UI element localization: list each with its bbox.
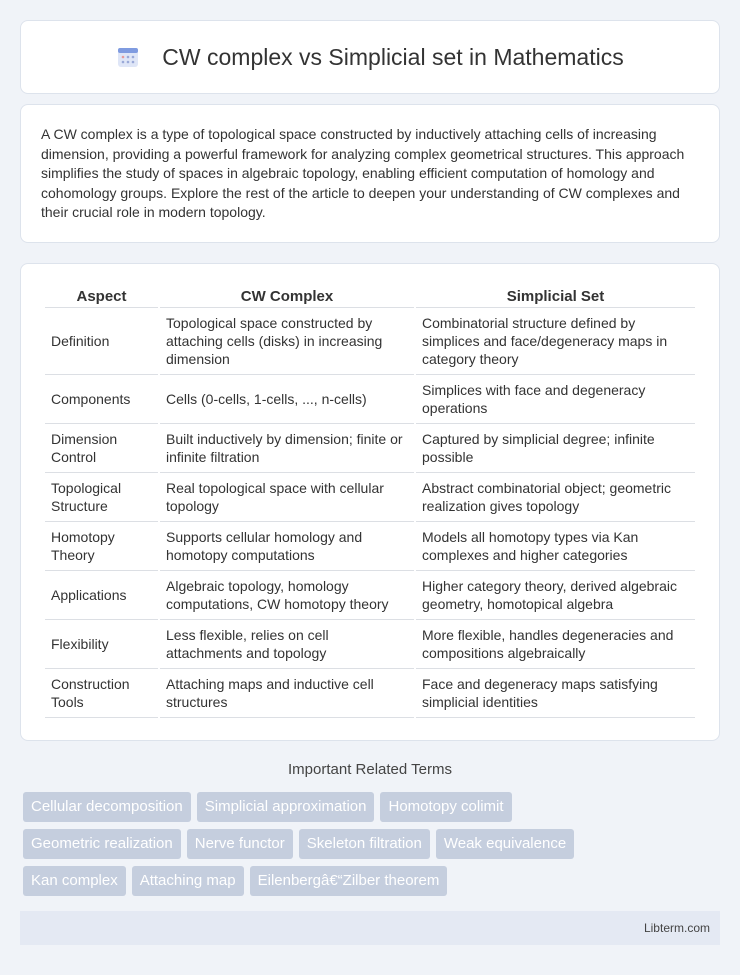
- comparison-card: [20, 263, 720, 741]
- row-cw-complex: Topological space constructed by attaching cells (disks) in increasing dimension: [160, 308, 414, 375]
- row-aspect: Homotopy Theory: [45, 522, 158, 571]
- tag-row: [23, 792, 723, 822]
- row-cw-complex: Less flexible, relies on cell attachments and topology: [160, 620, 414, 669]
- table-row: [45, 424, 695, 473]
- row-cw-complex: Real topological space with cellular topology: [160, 473, 414, 522]
- related-terms: [23, 792, 723, 903]
- header-simplicial-set: Simplicial Set: [416, 282, 695, 308]
- footer: [20, 911, 720, 945]
- related-terms-title: Important Related Terms: [288, 761, 452, 778]
- row-simplicial-set: Models all homotopy types via Kan complexes and higher categories: [416, 522, 695, 571]
- row-simplicial-set: Captured by simplicial degree; infinite possible: [416, 424, 695, 473]
- row-cw-complex: Algebraic topology, homology computations, CW homotopy theory: [160, 571, 414, 620]
- tag-row: [23, 866, 723, 896]
- footer-site-link[interactable]: Libterm.com: [643, 921, 710, 935]
- row-aspect: Definition: [45, 308, 158, 375]
- comparison-table: [43, 282, 697, 718]
- row-aspect: Applications: [45, 571, 158, 620]
- row-simplicial-set: Simplices with face and degeneracy operations: [416, 375, 695, 424]
- row-simplicial-set: Higher category theory, derived algebraic geometry, homotopical algebra: [416, 571, 695, 620]
- tag-nerve-functor[interactable]: Nerve functor: [187, 829, 293, 859]
- header-cw-complex: CW Complex: [160, 282, 414, 308]
- table-row: [45, 375, 695, 424]
- tag-kan-complex[interactable]: Kan complex: [23, 866, 126, 896]
- table-row: [45, 473, 695, 522]
- row-cw-complex: Built inductively by dimension; finite or infinite filtration: [160, 424, 414, 473]
- header-aspect: Aspect: [45, 282, 158, 308]
- tag-attaching-map[interactable]: Attaching map: [132, 866, 244, 896]
- tag-geometric-realization[interactable]: Geometric realization: [23, 829, 181, 859]
- tag-homotopy-colimit[interactable]: Homotopy colimit: [380, 792, 511, 822]
- row-simplicial-set: Face and degeneracy maps satisfying simplicial identities: [416, 669, 695, 718]
- intro-card: [20, 104, 720, 243]
- calendar-icon: [116, 45, 140, 69]
- table-row: [45, 308, 695, 375]
- row-aspect: Flexibility: [45, 620, 158, 669]
- row-cw-complex: Supports cellular homology and homotopy computations: [160, 522, 414, 571]
- row-simplicial-set: Combinatorial structure defined by simplices and face/degeneracy maps in category theory: [416, 308, 695, 375]
- row-cw-complex: Cells (0-cells, 1-cells, ..., n-cells): [160, 375, 414, 424]
- page-title: CW complex vs Simplicial set in Mathematics: [162, 43, 624, 70]
- tag-simplicial-approximation[interactable]: Simplicial approximation: [197, 792, 375, 822]
- row-aspect: Components: [45, 375, 158, 424]
- tag-skeleton-filtration[interactable]: Skeleton filtration: [299, 829, 430, 859]
- header-card: [20, 20, 720, 94]
- table-row: [45, 522, 695, 571]
- intro-text: A CW complex is a type of topological space constructed by inductively attaching cells of increasing dimension, providing a powerful framework for analyzing complex geometrical structures. This approach simplifies the study of spaces in algebraic topology, enabling efficient computation of homology and cohomology groups. Explore the rest of the article to deepen your understanding of CW complexes and their crucial role in modern topology.: [41, 126, 685, 221]
- row-aspect: Topological Structure: [45, 473, 158, 522]
- row-aspect: Construction Tools: [45, 669, 158, 718]
- row-simplicial-set: Abstract combinatorial object; geometric realization gives topology: [416, 473, 695, 522]
- table-row: [45, 620, 695, 669]
- tag-cellular-decomposition[interactable]: Cellular decomposition: [23, 792, 191, 822]
- tag-weak-equivalence[interactable]: Weak equivalence: [436, 829, 574, 859]
- tag-row: [23, 829, 723, 859]
- tag-eilenberg-zilber-theorem[interactable]: Eilenbergâ€“Zilber theorem: [250, 866, 448, 896]
- row-simplicial-set: More flexible, handles degeneracies and compositions algebraically: [416, 620, 695, 669]
- table-row: [45, 571, 695, 620]
- row-aspect: Dimension Control: [45, 424, 158, 473]
- table-row: [45, 669, 695, 718]
- row-cw-complex: Attaching maps and inductive cell structures: [160, 669, 414, 718]
